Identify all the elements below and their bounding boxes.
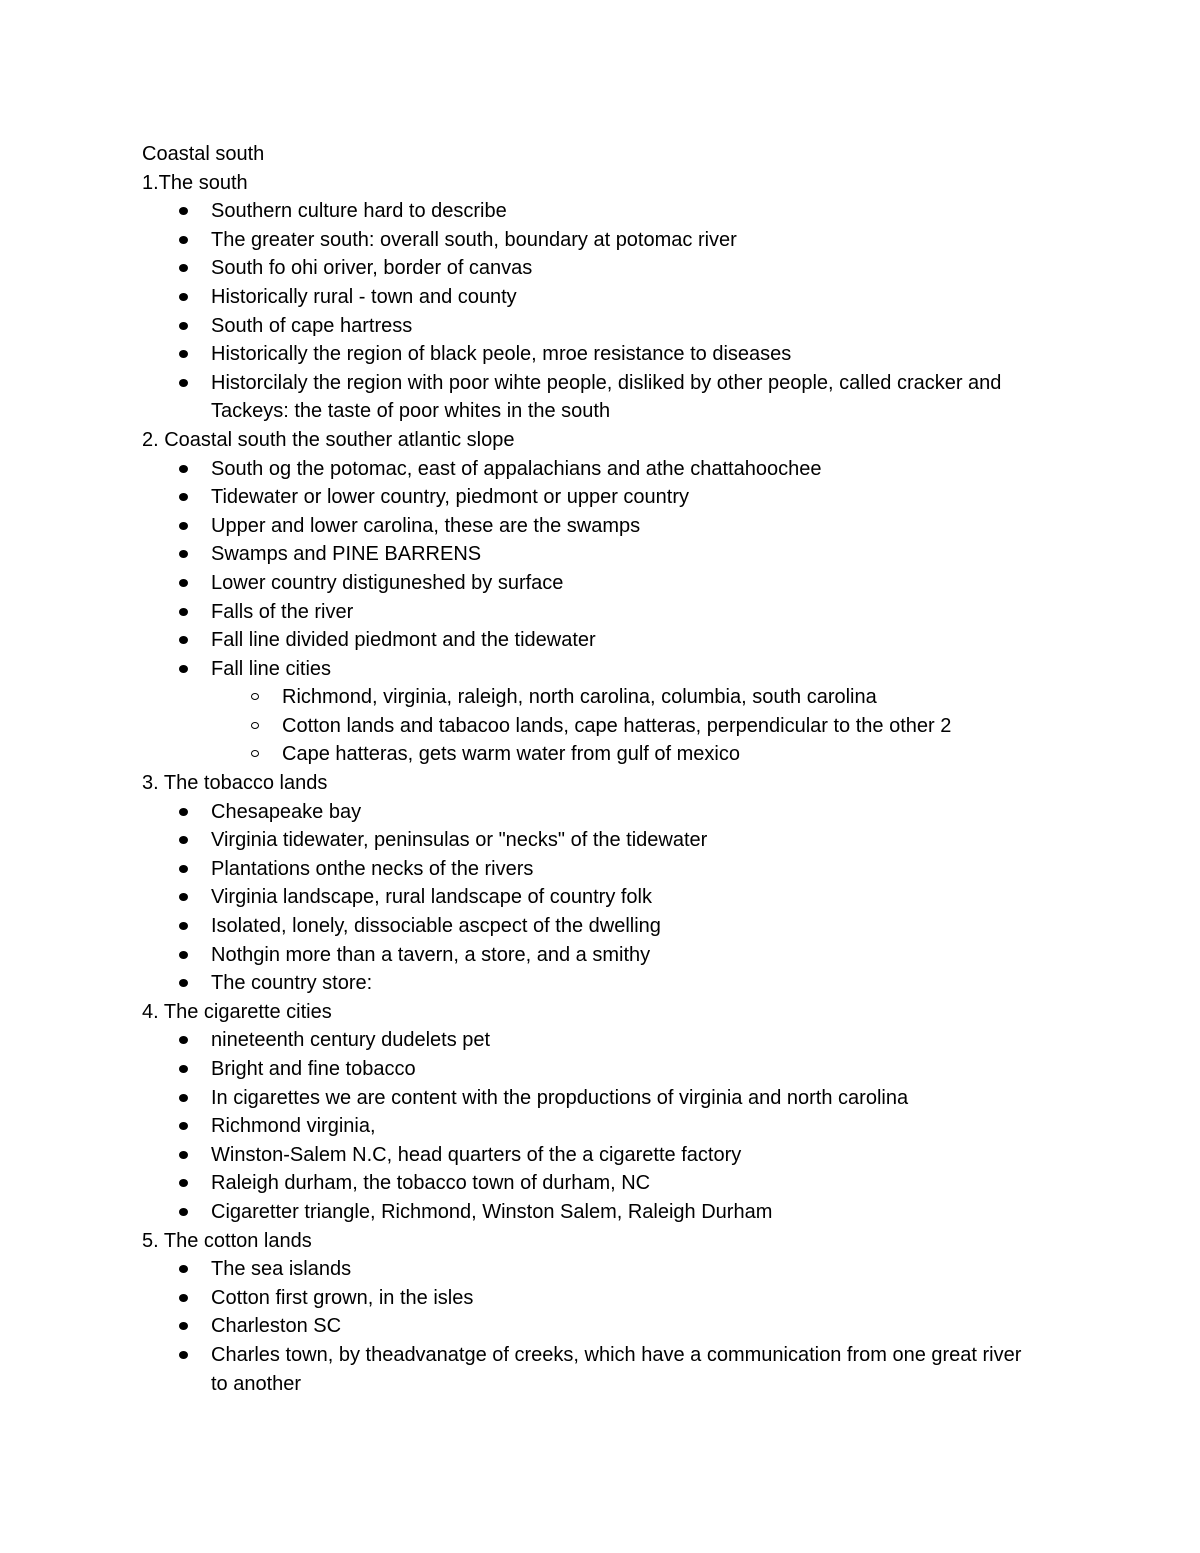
section-heading: 5. The cotton lands — [142, 1229, 312, 1252]
list-item — [142, 340, 1042, 369]
list-item — [142, 455, 1042, 484]
list-item — [142, 254, 1042, 283]
list-item-text: South of cape hartress — [211, 314, 413, 337]
section-heading: 2. Coastal south the souther atlantic slope — [142, 428, 515, 451]
list-item-text: Virginia landscape, rural landscape of country folk — [211, 886, 652, 909]
list-item — [142, 569, 1042, 598]
bullet-circle-icon — [251, 750, 259, 757]
list-item-text: The greater south: overall south, boundary at potomac river — [211, 228, 737, 251]
bullet-dot-icon — [179, 322, 188, 330]
list-item — [142, 540, 1042, 569]
bullet-circle-icon — [251, 693, 259, 700]
list-item — [142, 1055, 1042, 1084]
bullet-dot-icon — [179, 922, 188, 930]
bullet-dot-icon — [179, 1036, 188, 1044]
bullet-dot-icon — [179, 465, 188, 473]
list-item-text: Upper and lower carolina, these are the swamps — [211, 514, 641, 537]
bullet-dot-icon — [179, 808, 188, 816]
bullet-dot-icon — [179, 264, 188, 272]
bullet-dot-icon — [179, 893, 188, 901]
bullet-dot-icon — [179, 579, 188, 587]
bullet-dot-icon — [179, 493, 188, 501]
list-item — [142, 1284, 1042, 1313]
sub-list-item-text: Richmond, virginia, raleigh, north carolina, columbia, south carolina — [282, 686, 877, 709]
list-item-text: Charleston SC — [211, 1315, 342, 1338]
list-item — [142, 197, 1042, 226]
document-title: Coastal south — [142, 143, 265, 165]
bullet-list — [142, 455, 1042, 770]
bullet-list — [142, 798, 1042, 998]
bullet-circle-icon — [251, 722, 259, 729]
list-item — [142, 369, 1042, 426]
list-item — [142, 855, 1042, 884]
bullet-list — [142, 1255, 1042, 1398]
sub-list-item — [142, 740, 1042, 769]
bullet-dot-icon — [179, 1094, 188, 1102]
list-item-text: Lower country distiguneshed by surface — [211, 571, 564, 594]
bullet-dot-icon — [179, 1122, 188, 1130]
list-item — [142, 969, 1042, 998]
list-item-text: Tidewater or lower country, piedmont or upper country — [211, 486, 689, 509]
list-item — [142, 1112, 1042, 1141]
list-item-text: Swamps and PINE BARRENS — [211, 543, 482, 566]
list-item — [142, 883, 1042, 912]
bullet-dot-icon — [179, 207, 188, 215]
list-item-text: Raleigh durham, the tobacco town of durham, NC — [211, 1172, 651, 1195]
bullet-dot-icon — [179, 836, 188, 844]
list-item-text: Cigaretter triangle, Richmond, Winston Salem, Raleigh Durham — [211, 1200, 773, 1223]
bullet-dot-icon — [179, 665, 188, 673]
list-item-text: South fo ohi oriver, border of canvas — [211, 257, 533, 280]
list-item-text: nineteenth century dudelets pet — [211, 1029, 491, 1052]
bullet-dot-icon — [179, 865, 188, 873]
bullet-dot-icon — [179, 350, 188, 358]
section-heading: 3. The tobacco lands — [142, 772, 328, 795]
list-item — [142, 312, 1042, 341]
list-item-text: Virginia tidewater, peninsulas or "necks" of the tidewater — [211, 829, 708, 852]
bullet-dot-icon — [179, 636, 188, 644]
list-item — [142, 798, 1042, 827]
list-item-text: The country store: — [211, 972, 373, 995]
list-item — [142, 1141, 1042, 1170]
bullet-dot-icon — [179, 1322, 188, 1330]
list-item — [142, 512, 1042, 541]
sub-list-item — [142, 683, 1042, 712]
list-item-text: In cigarettes we are content with the propductions of virginia and north carolina — [211, 1086, 909, 1109]
bullet-dot-icon — [179, 236, 188, 244]
list-item — [142, 1312, 1042, 1341]
bullet-dot-icon — [179, 522, 188, 530]
list-item-text: Winston-Salem N.C, head quarters of the a cigarette factory — [211, 1143, 742, 1166]
bullet-dot-icon — [179, 1151, 188, 1159]
list-item — [142, 1255, 1042, 1284]
document-page — [142, 140, 1042, 1398]
list-item — [142, 826, 1042, 855]
list-item-text: Nothgin more than a tavern, a store, and a smithy — [211, 943, 651, 966]
list-item-text: Falls of the river — [211, 600, 354, 623]
sub-list-item — [142, 712, 1042, 741]
bullet-dot-icon — [179, 1179, 188, 1187]
list-item — [142, 483, 1042, 512]
list-item — [142, 1084, 1042, 1113]
list-item — [142, 626, 1042, 655]
list-item-text: Richmond virginia, — [211, 1115, 376, 1138]
list-item-text: Plantations onthe necks of the rivers — [211, 857, 534, 880]
sub-list-item-text: Cape hatteras, gets warm water from gulf of mexico — [282, 743, 740, 766]
bullet-dot-icon — [179, 979, 188, 987]
section-heading: 1.The south — [142, 171, 248, 194]
list-item — [142, 1198, 1042, 1227]
list-item — [142, 655, 1042, 684]
list-item-text: Southern culture hard to describe — [211, 200, 507, 223]
bullet-dot-icon — [179, 1065, 188, 1073]
sub-list-item-text: Cotton lands and tabacoo lands, cape hatteras, perpendicular to the other 2 — [282, 714, 952, 737]
bullet-list — [142, 197, 1042, 426]
list-item-text: Fall line divided piedmont and the tidewater — [211, 629, 596, 652]
list-item-text: Cotton first grown, in the isles — [211, 1286, 474, 1309]
bullet-dot-icon — [179, 379, 188, 387]
list-item-text: Fall line cities — [211, 657, 332, 680]
list-item — [142, 912, 1042, 941]
list-item-text: Chesapeake bay — [211, 800, 362, 823]
bullet-dot-icon — [179, 1351, 188, 1359]
list-item-text: Charles town, by theadvanatge of creeks, which have a communication from one great river to another — [211, 1343, 1022, 1395]
section-heading: 4. The cigarette cities — [142, 1000, 332, 1023]
list-item — [142, 1169, 1042, 1198]
list-item — [142, 941, 1042, 970]
list-item — [142, 226, 1042, 255]
list-item-text: South og the potomac, east of appalachians and athe chattahoochee — [211, 457, 822, 480]
list-item — [142, 1341, 1042, 1398]
bullet-dot-icon — [179, 951, 188, 959]
list-item-text: Historically the region of black peole, mroe resistance to diseases — [211, 343, 792, 366]
bullet-dot-icon — [179, 1294, 188, 1302]
list-item — [142, 283, 1042, 312]
list-item-text: Historcilaly the region with poor wihte people, disliked by other people, called cracker and Tackeys: the taste of poor whites in the south — [211, 371, 1002, 423]
bullet-dot-icon — [179, 1208, 188, 1216]
bullet-dot-icon — [179, 1265, 188, 1273]
bullet-dot-icon — [179, 293, 188, 301]
list-item — [142, 598, 1042, 627]
bullet-list — [142, 1026, 1042, 1226]
sections-container — [142, 169, 1042, 1399]
bullet-dot-icon — [179, 608, 188, 616]
list-item-text: Historically rural - town and county — [211, 285, 517, 308]
bullet-dot-icon — [179, 550, 188, 558]
list-item-text: Bright and fine tobacco — [211, 1058, 416, 1080]
list-item — [142, 1026, 1042, 1055]
list-item-text: The sea islands — [211, 1258, 352, 1281]
list-item-text: Isolated, lonely, dissociable ascpect of the dwelling — [211, 915, 661, 938]
